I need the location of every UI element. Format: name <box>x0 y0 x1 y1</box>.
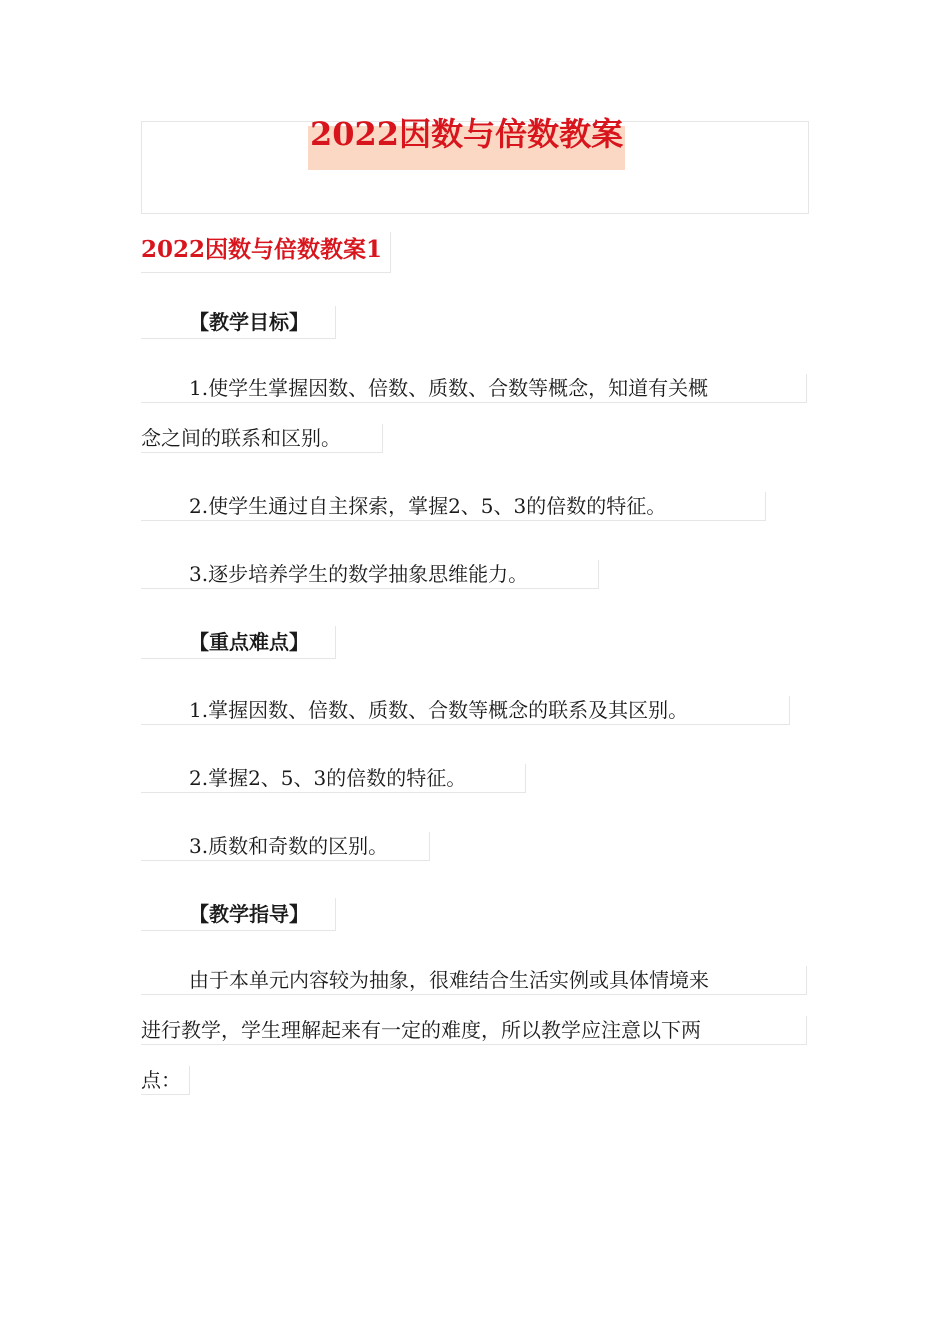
guidance-line-1 <box>141 966 807 995</box>
goals-label-line <box>141 306 336 339</box>
keypoints-item-1 <box>141 696 790 725</box>
guidance-line-2 <box>141 1016 807 1045</box>
guidance-line-1-text: 由于本单元内容较为抽象，很难结合生活实例或具体情境来 <box>189 968 709 992</box>
goals-item-2-text: 2.使学生通过自主探索，掌握2、5、3的倍数的特征。 <box>189 494 667 518</box>
guidance-line-2-text: 进行教学，学生理解起来有一定的难度，所以教学应注意以下两 <box>141 1018 701 1042</box>
goals-item-3 <box>141 560 599 589</box>
guidance-line-3 <box>141 1066 190 1095</box>
keypoints-item-1-text: 1.掌握因数、倍数、质数、合数等概念的联系及其区别。 <box>189 698 689 722</box>
keypoints-item-3-text: 3.质数和奇数的区别。 <box>189 834 389 858</box>
goals-item-2 <box>141 492 766 521</box>
goals-item-3-text: 3.逐步培养学生的数学抽象思维能力。 <box>189 562 529 586</box>
guidance-label: 【教学指导】 <box>189 902 309 926</box>
keypoints-item-2-text: 2.掌握2、5、3的倍数的特征。 <box>189 766 467 790</box>
keypoints-label: 【重点难点】 <box>189 630 309 654</box>
document-title: 2022因数与倍数教案 <box>308 112 625 170</box>
keypoints-item-3 <box>141 832 430 861</box>
goals-item-1-cont <box>141 424 383 453</box>
goals-item-1-text: 1.使学生掌握因数、倍数、质数、合数等概念，知道有关概 <box>189 376 709 400</box>
keypoints-item-2 <box>141 764 526 793</box>
section-heading: 2022因数与倍数教案1 <box>141 232 391 273</box>
goals-item-1 <box>141 374 807 403</box>
guidance-label-line <box>141 898 336 931</box>
keypoints-label-line <box>141 626 336 659</box>
goals-label: 【教学目标】 <box>189 310 309 334</box>
goals-item-1-cont-text: 念之间的联系和区别。 <box>141 426 341 450</box>
guidance-line-3-text: 点： <box>141 1068 181 1092</box>
